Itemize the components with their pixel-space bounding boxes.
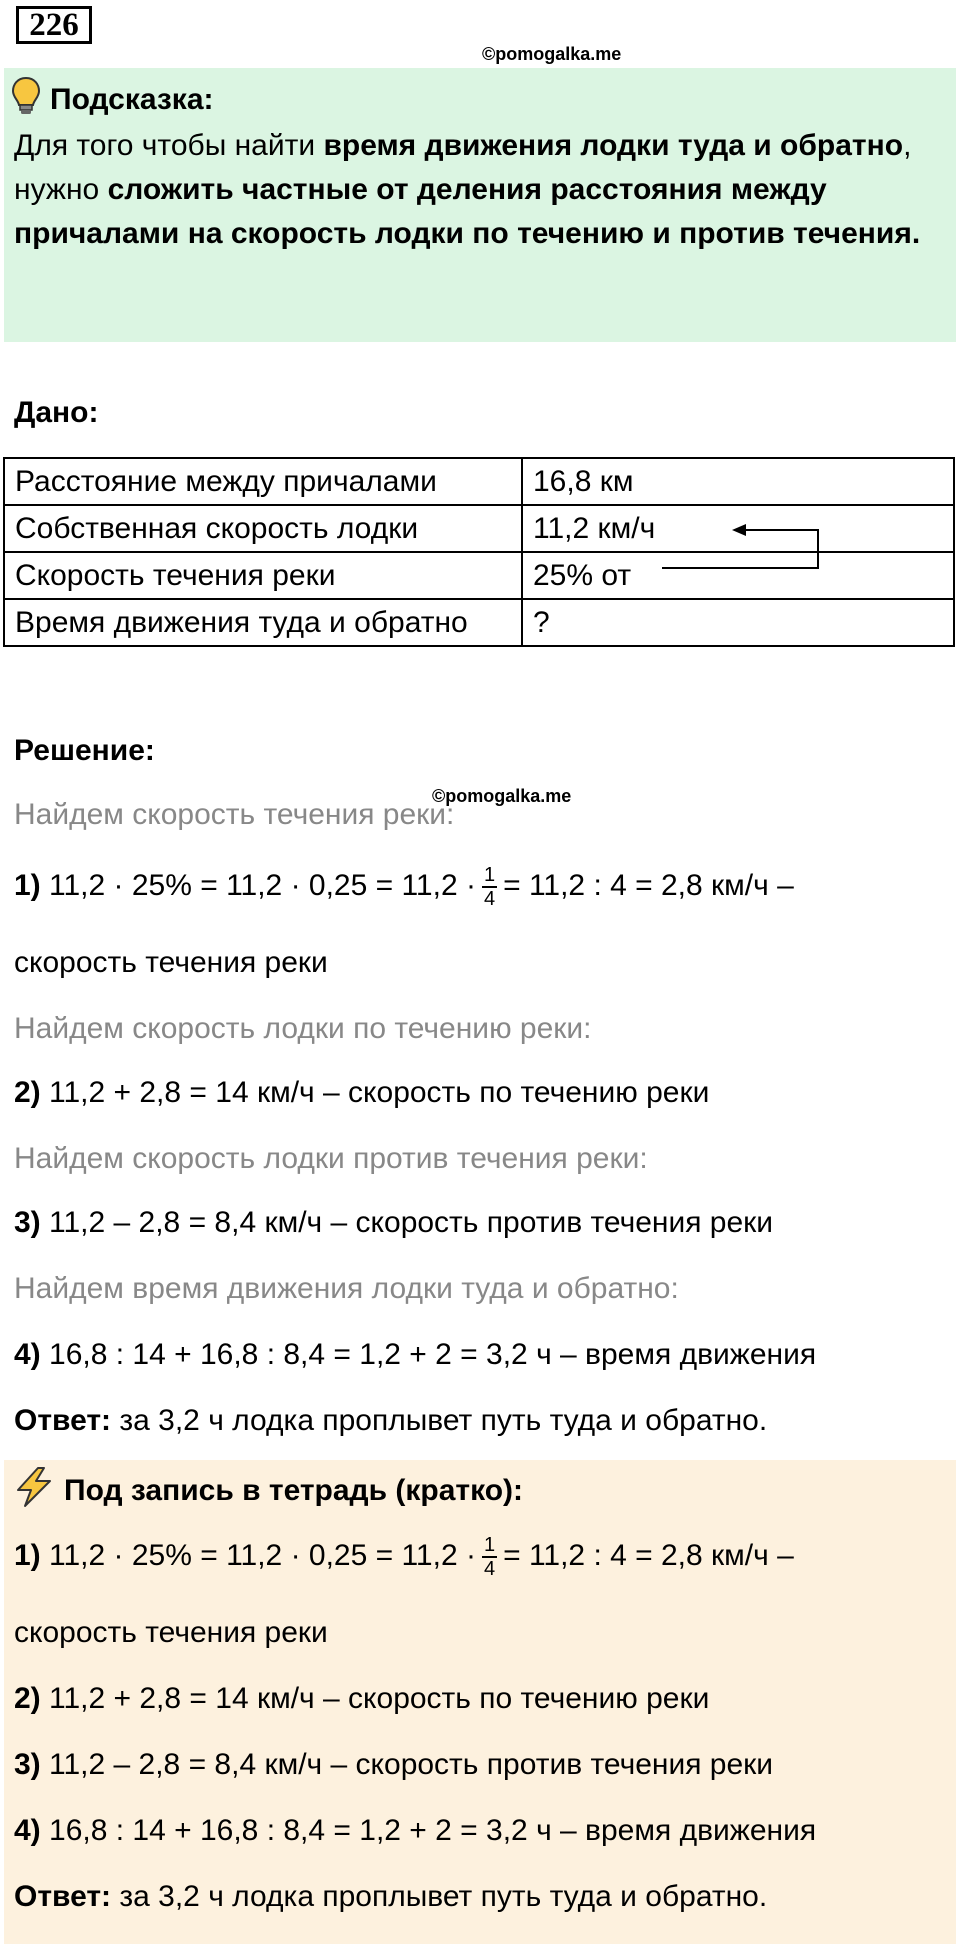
fraction-denominator: 4 — [483, 1558, 496, 1580]
problem-number: 226 — [16, 6, 92, 44]
step-cont: скорость течения реки — [14, 946, 328, 979]
watermark: ©pomogalka.me — [482, 44, 622, 64]
fraction-numerator: 1 — [483, 1534, 496, 1556]
note-answer — [14, 1880, 767, 1914]
given-value: 11,2 км/ч — [522, 505, 954, 552]
hint-part-bold: сложить частные от деления расстояния между причалами на скорость лодки по течению и против течения. — [14, 173, 921, 250]
note-step-3 — [14, 1748, 773, 1782]
step-expr: = 11,2 : 4 = 2,8 км/ч – — [503, 1538, 794, 1572]
solution-title: Решение: — [14, 734, 155, 767]
given-value: 25% от — [522, 552, 954, 599]
answer-text: за 3,2 ч лодка проплывет путь туда и обратно. — [111, 1880, 768, 1913]
notes-title-text: Под запись в тетрадь (кратко): — [64, 1474, 524, 1507]
note-step-1 — [14, 1534, 794, 1580]
step-number: 2) — [14, 1682, 41, 1715]
note-step-4 — [14, 1814, 816, 1848]
answer-text: за 3,2 ч лодка проплывет путь туда и обратно. — [111, 1404, 768, 1437]
given-label: Время движения туда и обратно — [4, 599, 522, 646]
step-3 — [14, 1206, 773, 1240]
hint-title — [10, 76, 214, 124]
note-step-2 — [14, 1682, 709, 1716]
hint-part: , нужно — [14, 129, 912, 206]
given-value: 16,8 км — [522, 458, 954, 505]
hint-part: Для того чтобы найти — [14, 129, 324, 162]
fraction — [482, 1534, 497, 1580]
given-label: Скорость течения реки — [4, 552, 522, 599]
answer-label: Ответ: — [14, 1880, 112, 1913]
note-step-cont: скорость течения реки — [14, 1616, 328, 1649]
hint-text — [14, 124, 949, 256]
step-expr: 11,2 – 2,8 = 8,4 км/ч – скорость против течения реки — [40, 1748, 774, 1781]
fraction-denominator: 4 — [483, 888, 496, 910]
given-label: Расстояние между причалами — [4, 458, 522, 505]
step-hint: Найдем скорость течения реки: — [14, 798, 455, 831]
step-expr: 11,2 · 25% = 11,2 · 0,25 = 11,2 · — [40, 1538, 476, 1572]
lightbulb-icon — [10, 76, 42, 124]
given-title: Дано: — [14, 396, 99, 429]
step-hint: Найдем скорость лодки по течению реки: — [14, 1012, 592, 1045]
fraction — [482, 864, 497, 910]
fraction-numerator: 1 — [483, 864, 496, 886]
step-number: 3) — [14, 1748, 41, 1781]
step-hint: Найдем время движения лодки туда и обратно: — [14, 1272, 679, 1305]
step-number: 3) — [14, 1206, 41, 1239]
step-expr: 16,8 : 14 + 16,8 : 8,4 = 1,2 + 2 = 3,2 ч – время движения — [40, 1338, 817, 1371]
step-expr: = 11,2 : 4 = 2,8 км/ч – — [503, 868, 794, 902]
step-expr: 11,2 – 2,8 = 8,4 км/ч – скорость против течения реки — [40, 1206, 774, 1239]
step-number: 4) — [14, 1338, 41, 1371]
notes-title — [14, 1466, 523, 1516]
step-number: 4) — [14, 1814, 41, 1847]
step-1 — [14, 864, 794, 910]
given-value: ? — [522, 599, 954, 646]
reference-arrow — [640, 515, 840, 585]
answer — [14, 1404, 767, 1438]
step-4 — [14, 1338, 816, 1372]
watermark: ©pomogalka.me — [432, 786, 572, 806]
given-label: Собственная скорость лодки — [4, 505, 522, 552]
step-number: 1) — [14, 868, 41, 902]
hint-part-bold: время движения лодки туда и обратно — [323, 129, 904, 162]
step-expr: 11,2 + 2,8 = 14 км/ч – скорость по течению реки — [40, 1682, 710, 1715]
step-expr: 11,2 · 25% = 11,2 · 0,25 = 11,2 · — [40, 868, 476, 902]
table-row — [4, 458, 954, 505]
step-expr: 16,8 : 14 + 16,8 : 8,4 = 1,2 + 2 = 3,2 ч – время движения — [40, 1814, 817, 1847]
table-row — [4, 599, 954, 646]
step-expr: 11,2 + 2,8 = 14 км/ч – скорость по течению реки — [40, 1076, 710, 1109]
step-number: 1) — [14, 1538, 41, 1572]
step-2 — [14, 1076, 709, 1110]
lightning-icon — [14, 1466, 54, 1516]
step-hint: Найдем скорость лодки против течения реки: — [14, 1142, 648, 1175]
answer-label: Ответ: — [14, 1404, 112, 1437]
hint-title-text: Подсказка: — [50, 83, 214, 116]
step-number: 2) — [14, 1076, 41, 1109]
